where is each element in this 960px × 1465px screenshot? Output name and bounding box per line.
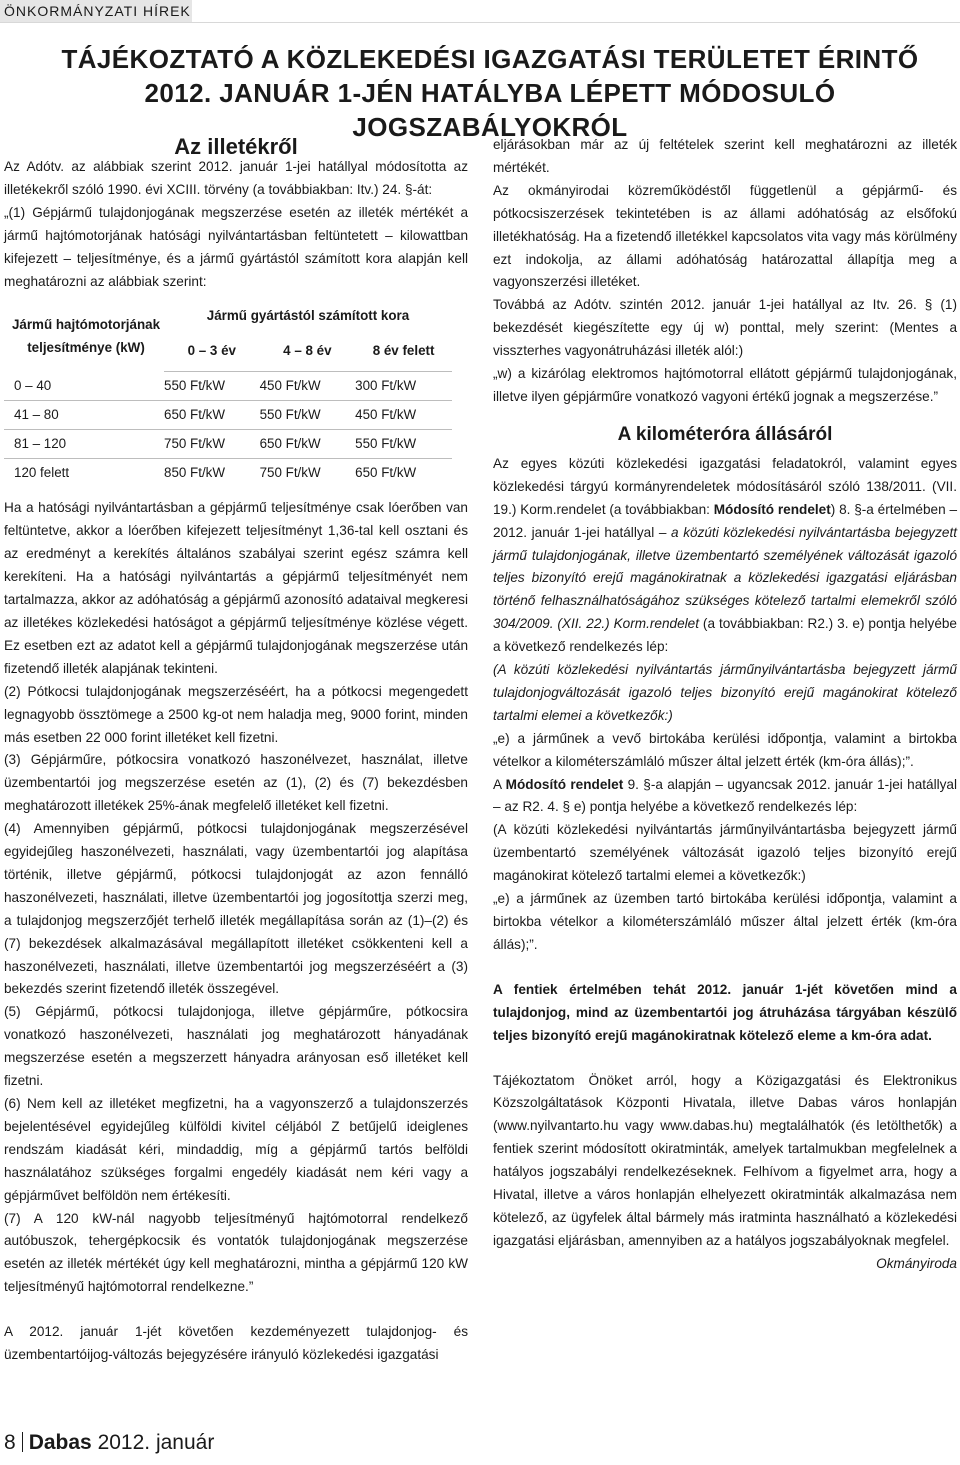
- table-cell: 850 Ft/kW: [164, 464, 226, 480]
- paragraph: „(1) Gépjármű tulajdonjogának megszerzése esetén az illeték mértékét a jármű hajtómotorjának hatósági nyilvántartásban feltüntetett – kilowattban kifejezett – teljesítménye, és a jármű gyártástól számított kora alapján kell meghatározni az alábbiak szerint:: [4, 204, 468, 289]
- table-header-row: [4, 301, 452, 331]
- paragraph: [493, 453, 957, 659]
- table-cell: 450 Ft/kW: [260, 372, 356, 401]
- column-header-age-3: 8 év felett: [355, 331, 452, 372]
- page-footer: [4, 1430, 214, 1456]
- table-row: [4, 372, 452, 401]
- paragraph: A 2012. január 1-jét követően kezdeményezett tulajdonjog- és üzembentartóijog-változás bejegyzésére irányuló közlekedési igazgatási: [4, 1324, 468, 1363]
- text-run-bold: Módosító rendelet: [505, 776, 624, 792]
- paragraph: „e) a járműnek a vevő birtokába kerülési időpontja, valamint a birtokba vételkor a kilométerszámláló műszer által jelzett érték (km-óra állás);”.: [493, 730, 957, 769]
- table-cell: 550 Ft/kW: [164, 372, 260, 401]
- table-cell-power: 120 felett: [14, 464, 70, 480]
- title-line-1: TÁJÉKOZTATÓ A KÖZLEKEDÉSI IGAZGATÁSI TERÜLETET ÉRINTŐ: [61, 44, 919, 74]
- table-cell: 300 Ft/kW: [355, 372, 452, 401]
- article-title: [40, 42, 940, 144]
- left-column: [4, 134, 468, 1367]
- paragraph: (3) Gépjárműre, pótkocsira vonatkozó haszonélvezet, használat, illetve üzembentartói jog megszerzése esetén az (1), (2) és (7) bekezdésben meghatározott illetékek 25%-ának megfelelő illetéket kell fizetni.: [4, 752, 468, 814]
- table-cell-power: 0 – 40: [4, 372, 164, 401]
- text-run-bold: Módosító rendelet: [713, 501, 831, 517]
- text-run: (a továbbiakban: R2.) 3. e) pontja helyébe a következő rendelkezés lép:: [493, 616, 957, 655]
- section-heading-odometer: A kilométeróra állásáról: [617, 423, 833, 445]
- table-cell: 550 Ft/kW: [260, 401, 356, 430]
- paragraph: (A közúti közlekedési nyilvántartás járműnyilvántartásba bejegyzett jármű üzembentartó személyének változását igazoló teljes bizonyító erejű magánokirat kötelező tartalmi elemei a következők:): [493, 822, 957, 884]
- column-header-age-1: 0 – 3 év: [164, 331, 260, 372]
- table-cell: 650 Ft/kW: [164, 401, 260, 430]
- paragraph: Tájékoztatom Önöket arról, hogy a Közigazgatási és Elektronikus Közszolgáltatások Központi Hivatala, illetve Dabas város honlapján (www.nyilvantarto.hu vagy www.dabas.hu) megtalálhatók (és letölthetők) a fentiek szerint módosított okiratminták, amelyek tartalmukban megfelelnek a hatályos jogszabályi rendelkezéseknek. Felhívom a figyelmet arra, hogy a Hivatal, illetve a város honlapján elhelyezett okiratminták alkalmazása nem kötelező, az ügyfelek által bármely más iratminta használható a közlekedési igazgatási eljárásban, amennyiben az a hatályos jogszabályoknak megfelel.: [493, 1072, 957, 1248]
- table-cell-power: 81 – 120: [4, 430, 164, 459]
- right-column: [493, 134, 957, 1276]
- page-number: 8: [4, 1431, 16, 1454]
- section-tag: ÖNKORMÁNYZATI HÍREK: [0, 0, 192, 22]
- table-row: [4, 401, 452, 430]
- column-header-age-2: 4 – 8 év: [260, 331, 356, 372]
- section-heading-fees: Az illetékről: [174, 134, 298, 159]
- fee-table: [4, 301, 452, 487]
- table-row: [4, 459, 452, 488]
- column-header-power: Jármű hajtómotorjának teljesítménye (kW): [11, 316, 161, 355]
- text-run: A: [493, 776, 506, 792]
- issue-date: 2012. január: [97, 1431, 215, 1454]
- paragraph: Továbbá az Adótv. szintén 2012. január 1-jei hatállyal az Itv. 26. § (1) bekezdését kiegészítette egy új w) ponttal, mely szerint: (Mentes a visszterhes vagyonátruházási illeték alól:): [493, 297, 957, 359]
- text-run: Az egyes közúti közlekedési igazgatási feladatokról, valamint egyes közlekedési tárgyú kormányrendeletek módosításáról szóló 138/2011. (VII. 19.) Korm.rendelet (a továbbiakban:: [493, 455, 957, 517]
- paragraph: [493, 774, 957, 820]
- header-divider: [0, 22, 960, 23]
- text-run: 9. §-a alapján – ugyancsak 2012. január 1-jei hatállyal – az R2. 4. § e) pontja helyébe a következő rendelkezés lép:: [493, 776, 958, 815]
- paragraph: „w) a kizárólag elektromos hajtómotorral ellátott gépjármű tulajdonjogának, illetve ilyen gépjárműre vonatkozó vagyoni értékű jognak a megszerzése.”: [493, 366, 957, 404]
- paragraph: (5) Gépjármű, pótkocsi tulajdonjoga, illetve gépjárműre, pótkocsira vonatkozó haszonélvezeti, használati jog meghatározott hányadának megszerzése esetén a megszerzett hányadra arányosan eső illetéket kell fizetni.: [4, 1004, 468, 1089]
- paragraph: eljárásokban már az új feltételek szerint kell meghatározni az illeték mértékét.: [493, 137, 957, 175]
- spacer: [4, 1299, 468, 1321]
- table-row: [4, 430, 452, 459]
- paragraph: „e) a járműnek az üzemben tartó birtokába kerülési időpontja, valamint a birtokba vételkor a kilométerszámláló műszer által jelzett érték (km-óra állás);”.: [493, 891, 957, 952]
- paragraph: (4) Amennyiben gépjármű, pótkocsi tulajdonjogának megszerzésével egyidejűleg haszonélvezeti, használati, vagy üzembentartói jog alapítása történik, illetve gépjármű, pótkocsi tulajdonjogát az azon fennálló haszonélvezeti, használati, illetve üzembentartói jog jogosítottja szerzi meg, a tulajdonjog megszerzőjét terhelő illeték megállapítása során az (1)–(2) és (7) bekezdések alkalmazásával megállapított illetéket csökkenteni kell a haszonélvezeti, használati, illetve üzembentartói jog megszerzéséért a (3) bekezdés szerint fizetendő illeték összegével.: [4, 821, 468, 997]
- paragraph: Ha a hatósági nyilvántartásban a gépjármű teljesítménye csak lóerőben van feltüntetve, akkor a lóerőben kifejezett teljesítményt 1,36-tal kell osztani és az eredményt a kerekítés általános szabályai szerint egész számra kell kerekíteni. Ha a hatósági nyilvántartás a gépjármű teljesítményét nem tartalmazza, akkor az adóhatóság a gépjármű azonosító adataival megkeresi az illetékes közlekedési hatóságot a gépjármű teljesítménye közlése végett. Ez esetben ezt az adatot kell a gépjármű tulajdonjogának megszerzése után fizetendő illeték alapjának tekinteni.: [4, 500, 468, 676]
- spacer: [493, 1048, 957, 1070]
- title-line-2: 2012. JANUÁR 1-JÉN HATÁLYBA LÉPETT MÓDOSULÓ JOGSZABÁLYOKRÓL: [144, 78, 836, 142]
- text-run: ) 8. §-a értelmében – 2012. január 1-jei hatállyal –: [493, 501, 958, 540]
- paragraph: (7) A 120 kW-nál nagyobb teljesítményű hajtómotorral rendelkező autóbuszok, tehergépkocsik és vontatók tulajdonjogának megszerzése esetén az illeték mértékét úgy kell meghatározni, mintha a gépjármű 120 kW teljesítményű hajtómotorral rendelkezne.”: [4, 1210, 468, 1295]
- column-group-header-age: Jármű gyártástól számított kora: [206, 307, 410, 323]
- paragraph: (6) Nem kell az illetéket megfizetni, ha a vagyonszerző a tulajdonszerzés bejelentésével egyidejűleg külföldi kivitel céljából Z betűjelű ideiglenes rendszám kiadását kéri, mindaddig, míg a gépjármű tartós belföldi használatához szükséges forgalmi engedély kiadását nem kéri vagy a gépjárművet belföldön nem értékesíti.: [4, 1096, 468, 1203]
- table-cell-power: 41 – 80: [4, 401, 164, 430]
- table-cell: 650 Ft/kW: [260, 430, 356, 459]
- summary-paragraph: A fentiek értelmében tehát 2012. január 1-jét követően mind a tulajdonjog, mind az üzembentartói jog átruházása tárgyában készülő teljes bizonyító erejű magánokiratnak kötelező eleme a km-óra adat.: [493, 981, 957, 1043]
- paragraph: (A közúti közlekedési nyilvántartás járműnyilvántartásba bejegyzett jármű tulajdonjogváltozását igazoló teljes bizonyító erejű magánokirat kötelező tartalmi elemei a következők:): [493, 662, 957, 723]
- table-cell: 750 Ft/kW: [259, 464, 321, 480]
- paragraph: Az okmányirodai közreműködéstől függetlenül a gépjármű- és pótkocsiszerzések tekintetében is az állami adóhatóság az elsőfokú illetékhatóság. Ha a fizetendő illetékkel kapcsolatos vita vagy más körülmény ezt indokolja, az állami adóhatóság határozattal állapítja meg a vagyonszerzési illetéket.: [493, 182, 957, 290]
- text-run-italic: a közúti közlekedési nyilvántartásba bejegyzett jármű tulajdonjogának, illetve üzembentartó személyének változását igazoló teljes bizonyító erejű magánokiratnak a közlekedési igazgatási eljárásban történő felhasználhatóságához szükséges kötelező tartalmi elemekről szóló 304/2009. (XII. 22.) Korm.rendelet: [493, 524, 958, 632]
- spacer: [493, 957, 957, 979]
- intro-paragraph: Az Adótv. az alábbiak szerint 2012. január 1-jei hatállyal módosította az illetékekről szóló 1990. évi XCIII. törvény (a továbbiakban: Itv.) 24. §-át:: [4, 159, 468, 197]
- publication-name: Dabas: [28, 1431, 92, 1454]
- table-cell: 450 Ft/kW: [355, 401, 452, 430]
- table-cell: 650 Ft/kW: [355, 464, 417, 480]
- signature: Okmányiroda: [876, 1255, 957, 1271]
- footer-divider: [22, 1432, 23, 1452]
- table-cell: 550 Ft/kW: [355, 430, 452, 459]
- paragraph: (2) Pótkocsi tulajdonjogának megszerzéséért, ha a pótkocsi megengedett legnagyobb össztömege a 2500 kg-ot nem haladja meg, 9000 forint, minden más esetben 22 000 forint illetéket kell fizetni.: [4, 683, 468, 745]
- table-cell: 750 Ft/kW: [164, 430, 260, 459]
